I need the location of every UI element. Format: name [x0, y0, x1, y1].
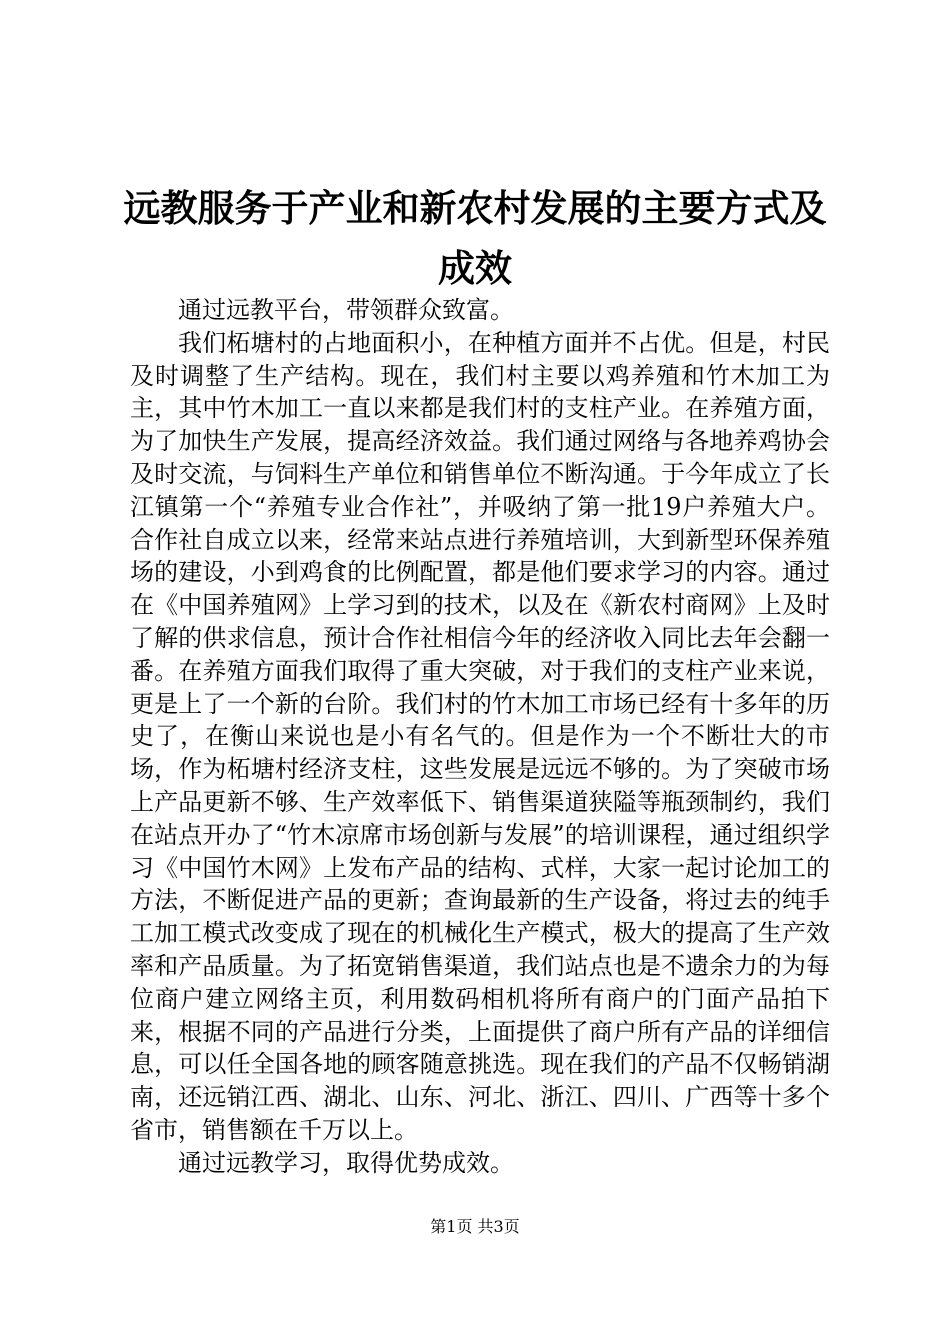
paragraph-intro: 通过远教平台，带领群众致富。 — [178, 296, 514, 324]
document-title: 远教服务于产业和新农村发展的主要方式及成效 — [123, 186, 827, 290]
paragraph-conclusion: 通过远教学习，取得优势成效。 — [178, 1148, 514, 1177]
document-body — [130, 294, 830, 1180]
paragraph-main: 我们柘塘村的占地面积小，在种植方面并不占优。但是，村民及时调整了生产结构。现在，我们村主要以鸡养殖和竹木加工为主，其中竹木加工一直以来都是我们村的支柱产业。在养殖方面，为了加快生产发展，提高经济效益。我们通过网络与各地养鸡协会及时交流，与饲料生产单位和销售单位不断沟通。于今年成立了长江镇第一个“养殖专业合作社”，并吸纳了第一批19户养殖大户。合作社自成立以来，经常来站点进行养殖培训，大到新型环保养殖场的建设，小到鸡食的比例配置，都是他们要求学习的内容。通过在《中国养殖网》上学习到的技术，以及在《新农村商网》上及时了解的供求信息，预计合作社相信今年的经济收入同比去年会翻一番。在养殖方面我们取得了重大突破，对于我们的支柱产业来说，更是上了一个新的台阶。我们村的竹木加工市场已经有十多年的历史了，在衡山来说也是小有名气的。但是作为一个不断壮大的市场，作为柘塘村经济支柱，这些发展是远远不够的。为了突破市场上产品更新不够、生产效率低下、销售渠道狭隘等瓶颈制约，我们在站点开办了“竹木凉席市场创新与发展”的培训课程，通过组织学习《中国竹木网》上发布产品的结构、式样，大家一起讨论加工的方法，不断促进产品的更新；查询最新的生产设备，将过去的纯手工加工模式改变成了现在的机械化生产模式，极大的提高了生产效率和产品质量。为了拓宽销售渠道，我们站点也是不遗余力的为每位商户建立网络主页，利用数码相机将所有商户的门面产品拍下来，根据不同的产品进行分类，上面提供了商户所有产品的详细信息，可以任全国各地的顾客随意挑选。现在我们的产品不仅畅销湖南，还远销江西、湖北、山东、河北、浙江、四川、广西等十多个省市，销售额在千万以上。 — [130, 328, 830, 1144]
page-number-footer: 第1页 共3页 — [430, 1217, 520, 1236]
